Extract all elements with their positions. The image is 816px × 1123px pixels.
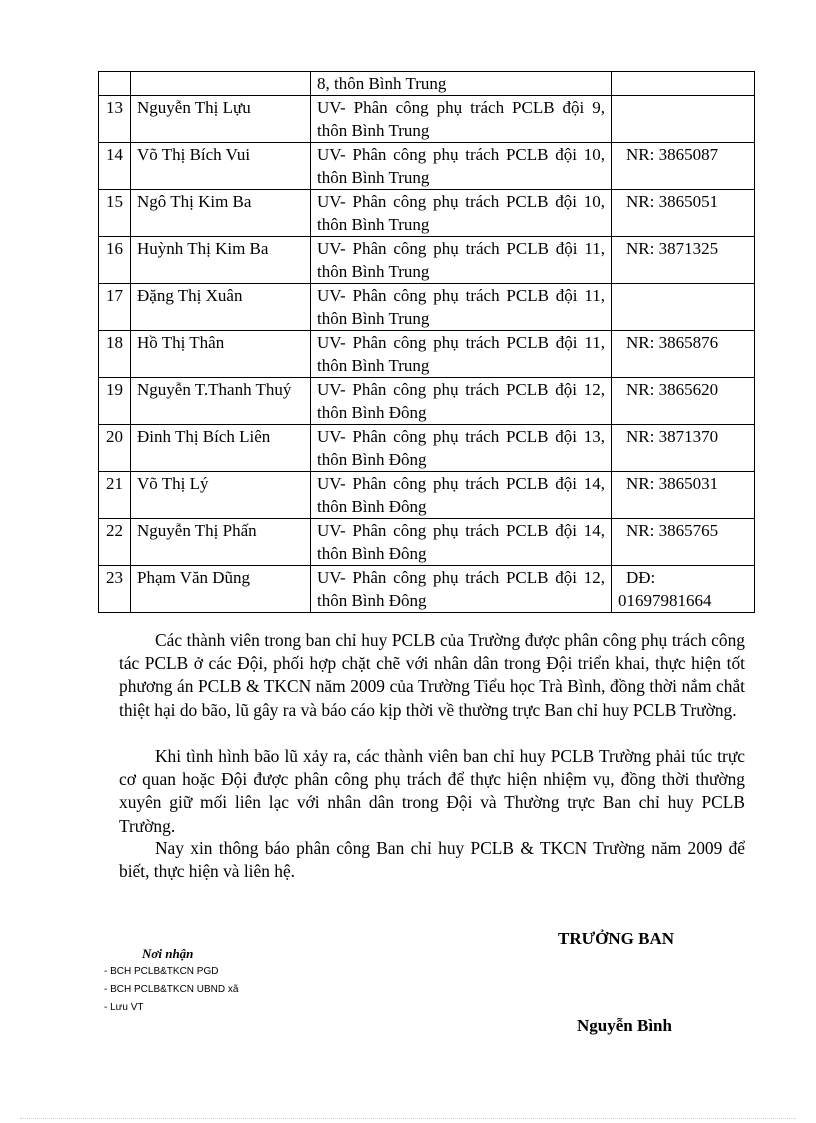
phone-cell <box>612 425 755 472</box>
phone-cell <box>612 378 755 425</box>
phone-cell <box>612 331 755 378</box>
table-row <box>99 284 755 331</box>
assignment-text: UV- Phân công phụ trách PCLB đội 12, thôn Bình Đông <box>311 566 612 613</box>
phone-number: NR: 3865765 <box>626 521 719 540</box>
member-name: Hồ Thị Thân <box>131 331 311 378</box>
assignment-text: UV- Phân công phụ trách PCLB đội 11, thôn Bình Trung <box>311 284 612 331</box>
member-name: Ngô Thị Kim Ba <box>131 190 311 237</box>
phone-cell <box>612 96 755 143</box>
row-number: 17 <box>99 284 131 331</box>
member-name: Đặng Thị Xuân <box>131 284 311 331</box>
phone-number: 01697981664 <box>618 591 712 610</box>
signature-title: TRƯỞNG BAN <box>558 929 675 948</box>
row-number: 15 <box>99 190 131 237</box>
table-row <box>99 566 755 613</box>
row-number <box>99 72 131 96</box>
member-name: Võ Thị Bích Vui <box>131 143 311 190</box>
assignment-text: UV- Phân công phụ trách PCLB đội 13, thôn Bình Đông <box>311 425 612 472</box>
assignment-text: UV- Phân công phụ trách PCLB đội 10, thôn Bình Trung <box>311 190 612 237</box>
signature-name: Nguyễn Bình <box>577 1016 672 1035</box>
phone-number: DĐ: <box>626 568 656 587</box>
member-name: Nguyễn Thị Lựu <box>131 96 311 143</box>
row-number: 20 <box>99 425 131 472</box>
assignment-text: UV- Phân công phụ trách PCLB đội 14, thôn Bình Đông <box>311 472 612 519</box>
table-row <box>99 96 755 143</box>
member-name: Nguyễn T.Thanh Thuý <box>131 378 311 425</box>
phone-cell <box>612 190 755 237</box>
member-name: Nguyễn Thị Phấn <box>131 519 311 566</box>
page-divider <box>20 1118 796 1119</box>
table-row <box>99 472 755 519</box>
phone-cell <box>612 472 755 519</box>
phone-cell <box>612 566 755 613</box>
table-row <box>99 378 755 425</box>
assignment-text: UV- Phân công phụ trách PCLB đội 14, thôn Bình Đông <box>311 519 612 566</box>
recipients-title: Nơi nhận <box>142 946 194 961</box>
paragraph-1: Các thành viên trong ban chỉ huy PCLB của Trường được phân công phụ trách công tác PCLB ở các Đội, phối hợp chặt chẽ với nhân dân trong Đội triển khai, thực hiện tốt phương án PCLB & TKCN năm 2009 của Trường Tiểu học Trà Bình, đồng thời nắm chắt thiệt hại do bão, lũ gây ra và báo cáo kịp thời về thường trực Ban chỉ huy PCLB Trường. <box>119 630 745 720</box>
recipient-item: - BCH PCLB&TKCN UBND xã <box>104 984 239 995</box>
table-row <box>99 331 755 378</box>
assignment-text: UV- Phân công phụ trách PCLB đội 11, thôn Bình Trung <box>311 331 612 378</box>
row-number: 14 <box>99 143 131 190</box>
phone-number: NR: 3865876 <box>626 333 719 352</box>
paragraph-2: Khi tình hình bão lũ xảy ra, các thành viên ban chỉ huy PCLB Trường phải túc trực cơ quan hoặc Đội được phân công phụ trách để thực hiện nhiệm vụ, đồng thời thường xuyên giữ mối liên lạc với nhân dân trong Đội và Thường trực Ban chỉ huy PCLB Trường. <box>119 746 745 836</box>
row-number: 23 <box>99 566 131 613</box>
row-number: 22 <box>99 519 131 566</box>
phone-number: NR: 3871370 <box>626 427 719 446</box>
member-name: Đinh Thị Bích Liên <box>131 425 311 472</box>
assignment-text: UV- Phân công phụ trách PCLB đội 9, thôn Bình Trung <box>311 96 612 143</box>
row-number: 21 <box>99 472 131 519</box>
member-name <box>131 72 311 96</box>
table-row <box>99 519 755 566</box>
paragraph-3: Nay xin thông báo phân công Ban chỉ huy PCLB & TKCN Trường năm 2009 để biết, thực hiện và liên hệ. <box>119 838 745 882</box>
phone-cell <box>612 284 755 331</box>
phone-cell <box>612 72 755 96</box>
recipient-item: - Lưu VT <box>104 1002 144 1013</box>
phone-number: NR: 3865031 <box>626 474 719 493</box>
row-number: 19 <box>99 378 131 425</box>
table-row <box>99 143 755 190</box>
row-number: 16 <box>99 237 131 284</box>
assignment-text: UV- Phân công phụ trách PCLB đội 12, thôn Bình Đông <box>311 378 612 425</box>
phone-number: NR: 3865051 <box>626 192 719 211</box>
table-row <box>99 72 755 96</box>
row-number: 13 <box>99 96 131 143</box>
table-row <box>99 425 755 472</box>
assignment-text: UV- Phân công phụ trách PCLB đội 11, thôn Bình Trung <box>311 237 612 284</box>
phone-number: NR: 3865620 <box>626 380 719 399</box>
phone-cell <box>612 237 755 284</box>
table-row <box>99 190 755 237</box>
phone-number: NR: 3871325 <box>626 239 719 258</box>
recipient-item: - BCH PCLB&TKCN PGD <box>104 966 219 977</box>
assignment-text: UV- Phân công phụ trách PCLB đội 10, thôn Bình Trung <box>311 143 612 190</box>
table-row <box>99 237 755 284</box>
phone-cell <box>612 519 755 566</box>
member-name: Huỳnh Thị Kim Ba <box>131 237 311 284</box>
assignment-table <box>98 71 755 613</box>
row-number: 18 <box>99 331 131 378</box>
phone-cell <box>612 143 755 190</box>
assignment-text: 8, thôn Bình Trung <box>311 72 612 96</box>
member-name: Võ Thị Lý <box>131 472 311 519</box>
phone-number: NR: 3865087 <box>626 145 719 164</box>
member-name: Phạm Văn Dũng <box>131 566 311 613</box>
